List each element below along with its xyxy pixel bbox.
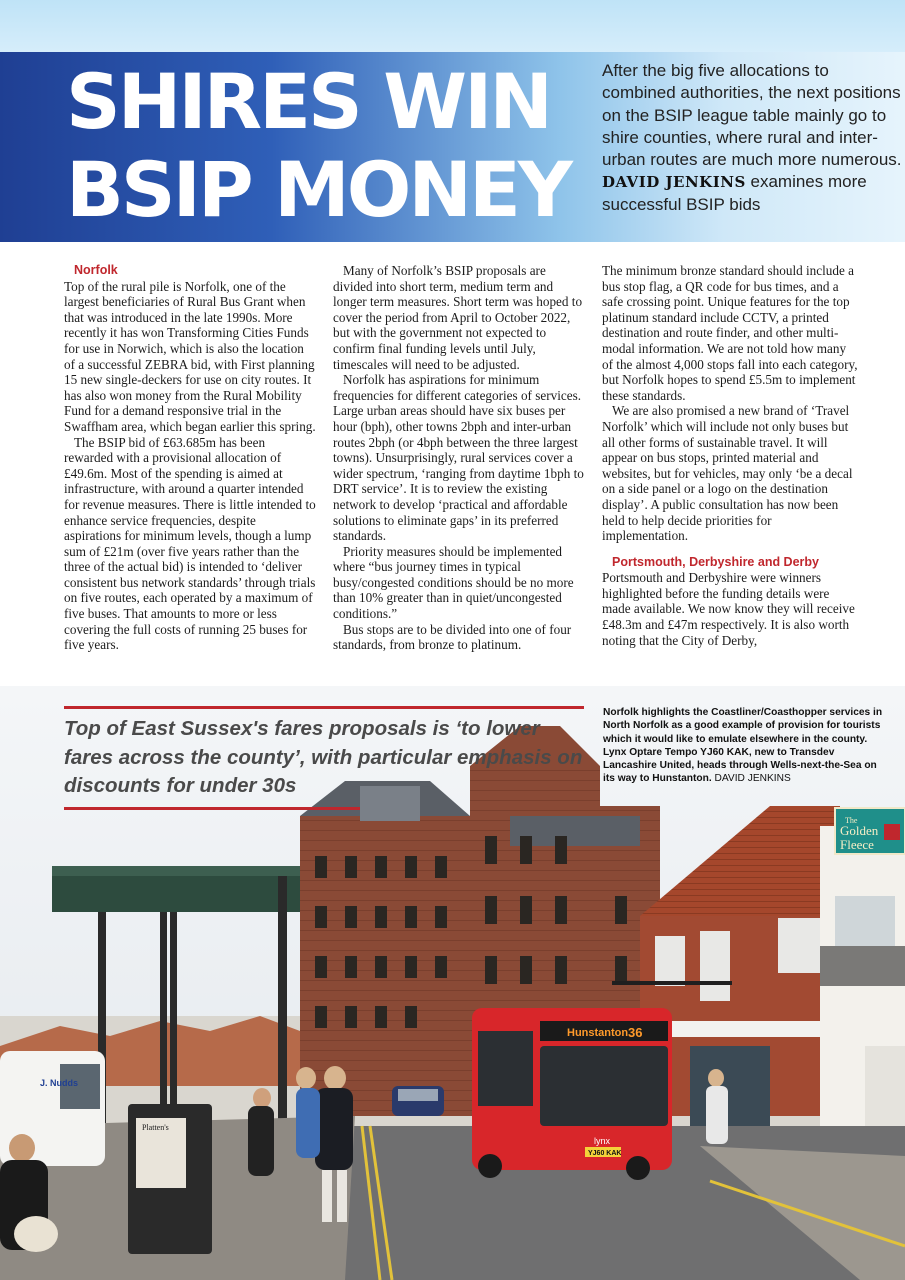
- pull-quote-text: Top of East Sussex's fares proposals is ‘to lower fares across the county’, with particular emphasis on discounts for under 30s: [64, 717, 583, 797]
- author-name: DAVID JENKINS: [602, 173, 746, 192]
- paragraph: Bus stops are to be divided into one of four standards, from bronze to platinum.: [333, 621, 572, 653]
- article-column-3: [602, 263, 858, 648]
- pub-sign-line-1: Golden: [840, 823, 879, 838]
- pub-sign-small-text: The: [845, 816, 858, 825]
- fleece-emblem: [884, 824, 900, 840]
- paragraph: The minimum bronze standard should include a bus stop flag, a QR code for bus times, and a safe crossing point. Unique features for the top platinum standard include CCTV, a printed destination and route finder, and other multi-modal information. We are not told how many of the almost 4,000 stops fall into each category, but Norfolk hopes to spend £5.5m to implement these standards.: [602, 263, 858, 403]
- paragraph: Norfolk has aspirations for minimum frequencies for different categories of services. Large urban areas should have six buses per hour (bph), other towns 2bph and inter-urban routes 2bph (or 4bph between the three largest towns). Unsurprisingly, rural services cover a wider spectrum, ‘ranging from daytime 1bph to DRT service’. It is to review the existing network to develop ‘practical and affordable solutions to eliminate gaps’ in its preferred standards.: [333, 372, 584, 544]
- pub-sign-line-2: Fleece: [840, 837, 874, 852]
- bus-destination-display: Hunstanton: [567, 1027, 629, 1039]
- standfirst: [602, 60, 902, 216]
- section-heading-norfolk: Norfolk: [74, 263, 118, 277]
- paragraph: The BSIP bid of £63.685m has been rewarded with a provisional allocation of £49.6m. Most of the spending is aimed at infrastructure, with around a quarter intended for revenue measures. There is little intended to enhance service frequencies, despite aspirations for minimum levels, though a lump sum of £21m (over five years rather than the three of the actual bid) is intended to ‘deliver consistent bus network standards’ through trials on five routes, each operated by a maximum of five buses. That amounts to more or less covering the full costs of running 25 buses for five years.: [64, 434, 316, 653]
- parked-car: [392, 1086, 444, 1116]
- photo-credit: DAVID JENKINS: [714, 773, 791, 785]
- section-heading-portsmouth: Portsmouth, Derbyshire and Derby: [612, 554, 819, 569]
- pull-quote: [64, 706, 584, 810]
- photo-caption: [603, 706, 883, 786]
- van-sign: J. Nudds: [40, 1078, 79, 1088]
- sky-strip: [0, 0, 905, 55]
- article-column-2: [333, 263, 585, 653]
- bus-brand: lynx: [594, 1136, 611, 1146]
- headline-line-2: BSIP MONEY: [66, 145, 570, 234]
- article-column-1: [64, 263, 316, 653]
- litter-bin: [128, 1104, 212, 1254]
- paragraph: Priority measures should be implemented where “bus journey times in typical busy/congested conditions should be no more than 10% greater than in quiet/uncongested conditions.”: [333, 543, 574, 622]
- headline-line-1: SHIRES WIN: [66, 57, 550, 146]
- pull-quote-rule-bottom: [64, 807, 360, 810]
- headline: [66, 58, 606, 234]
- bus-route-number: 36: [628, 1025, 643, 1040]
- bus-number-plate: YJ60 KAK: [588, 1150, 622, 1157]
- lynx-bus: [472, 1008, 672, 1180]
- paragraph: We are also promised a new brand of ‘Travel Norfolk’ which will include not only buses but all other forms of sustainable travel. It will appear on bus stops, printed material and websites, but for vehicles, may only ‘be a decal on a side panel or a logo on the destination display’. A public consultation has now been held to help decide priorities for implementation.: [602, 403, 853, 544]
- standfirst-text: After the big five allocations to combined authorities, the next positions on the BSIP league table mainly go to shire counties, where rural and inter-urban routes are much more numerous.: [602, 61, 902, 170]
- bin-poster-text: Platten's: [142, 1123, 169, 1132]
- paragraph: Portsmouth and Derbyshire were winners highlighted before the funding details were made available. We now know they will receive £48.3m and £47m respectively. It is also worth noting that the City of Derby,: [602, 570, 855, 648]
- pull-quote-rule-top: [64, 706, 584, 709]
- golden-fleece-sign: [835, 808, 905, 854]
- paragraph: Many of Norfolk’s BSIP proposals are divided into short term, medium term and longer term measures. Short term was hoped to cover the period from April to October 2022, but with the government not expected to confirm final funding levels until July, timescales will need to be adjusted.: [333, 263, 583, 372]
- caption-text: Norfolk highlights the Coastliner/Coasthopper services in North Norfolk as a good example of provision for tourists which it would like to emulate elsewhere in the county. Lynx Optare Tempo YJ60 KAK, new to Transdev Lancashire United, heads through Wells-next-the-Sea on its way to Hunstanton.: [603, 707, 883, 785]
- standfirst-tail: examines more successful BSIP bids: [602, 172, 867, 214]
- paragraph: Top of the rural pile is Norfolk, one of the largest beneficiaries of Rural Bus Grant when that was introduced in the late 1990s. More recently it has won Transforming Cities Funds for use in Norwich, which is also the location of a successful ZEBRA bid, with First planning 15 new single-deckers for use on city routes. It has also won money from the Rural Mobility Fund for a demand responsive trial in the Swaffham area, which began earlier this spring.: [64, 278, 316, 434]
